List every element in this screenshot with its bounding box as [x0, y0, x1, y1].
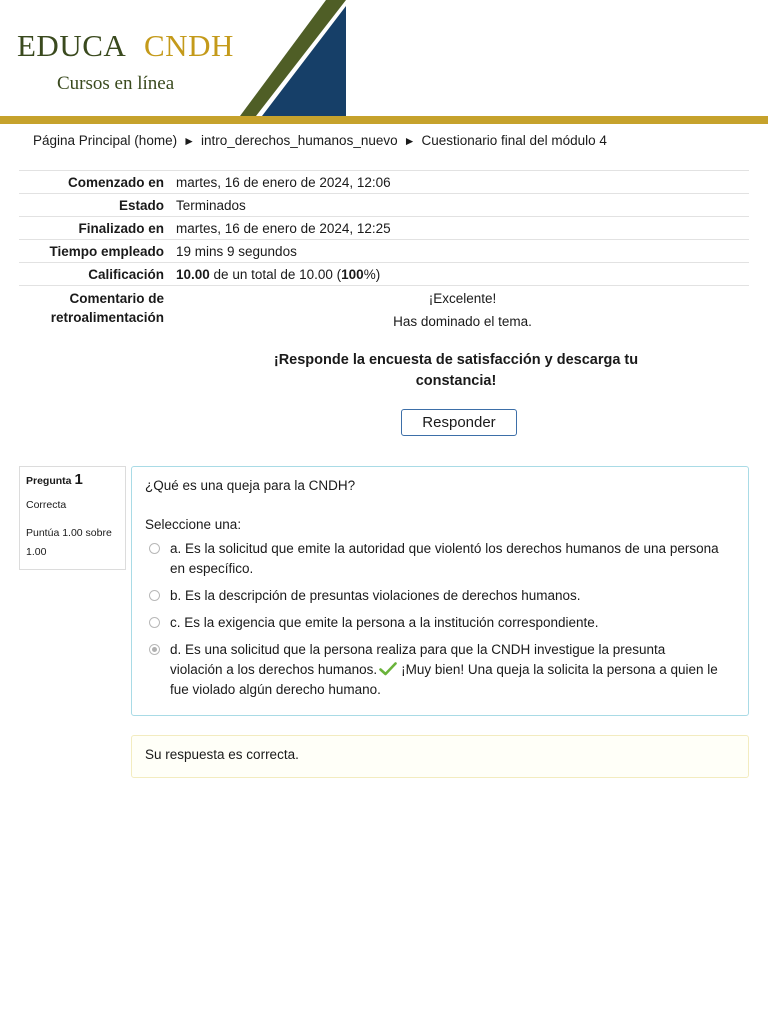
answer-option-d-text: d. Es una solicitud que la persona realiza para que la CNDH investigue la presunta violación a los derechos humanos.	[170, 642, 666, 677]
answer-option-c-text: c. Es la exigencia que emite la persona a la institución correspondiente.	[170, 615, 599, 630]
grade-label: Calificación	[19, 263, 176, 286]
answer-option-c	[149, 613, 719, 633]
breadcrumb-separator-icon: ►	[403, 134, 416, 148]
state-label: Estado	[19, 194, 176, 217]
grade-percent-suffix: %)	[363, 266, 381, 282]
started-value: martes, 16 de enero de 2024, 12:06	[176, 171, 749, 194]
summary-row-finished	[19, 217, 749, 240]
summary-row-grade	[19, 263, 749, 286]
survey-message: ¡Responde la encuesta de satisfacción y descarga tu constancia!	[273, 352, 639, 389]
grade-score: 10.00	[176, 266, 210, 282]
answer-option-a	[149, 539, 719, 579]
response-feedback-text: Su respuesta es correcta.	[145, 747, 299, 762]
finished-value: martes, 16 de enero de 2024, 12:25	[176, 217, 749, 240]
site-header	[0, 0, 768, 124]
feedback-label-line2: retroalimentación	[50, 310, 164, 325]
radio-option-c[interactable]	[149, 617, 160, 628]
grade-percent: 100	[341, 266, 364, 282]
radio-option-b[interactable]	[149, 590, 160, 601]
question-label: Pregunta	[26, 475, 72, 487]
summary-row-started	[19, 171, 749, 194]
feedback-value	[176, 286, 749, 342]
state-value: Terminados	[176, 194, 749, 217]
breadcrumb-home-link[interactable]: Página Principal (home)	[33, 133, 178, 148]
header-gold-bar	[0, 116, 768, 124]
radio-option-a[interactable]	[149, 543, 160, 554]
question-state: Correcta	[26, 499, 67, 511]
answer-option-d	[149, 640, 719, 700]
question-grade: Puntúa 1.00 sobre 1.00	[26, 527, 112, 558]
answer-option-d-container	[149, 640, 719, 700]
question-text: ¿Qué es una queja para la CNDH?	[145, 478, 356, 493]
breadcrumb	[33, 133, 607, 148]
radio-option-d-selected[interactable]	[149, 644, 160, 655]
time-taken-value: 19 mins 9 segundos	[176, 240, 749, 263]
breadcrumb-course-link[interactable]: intro_derechos_humanos_nuevo	[200, 133, 398, 148]
response-feedback-box	[131, 735, 749, 778]
question-number: 1	[74, 471, 83, 488]
answer-option-a-text: a. Es la solicitud que emite la autoridad que violentó los derechos humanos de una persona en específico.	[170, 541, 719, 576]
feedback-mastered: Has dominado el tema.	[393, 314, 532, 329]
grade-value	[176, 263, 749, 286]
summary-row-time	[19, 240, 749, 263]
brand-subtitle: Cursos en línea	[57, 73, 175, 94]
answer-option-b	[149, 586, 719, 606]
brand-name-educa: EDUCA	[17, 28, 127, 63]
feedback-label	[19, 286, 176, 342]
brand-name-cndh: CNDH	[144, 28, 234, 63]
time-taken-label: Tiempo empleado	[19, 240, 176, 263]
responder-button[interactable]: Responder	[401, 409, 517, 436]
feedback-excellent: ¡Excelente!	[428, 291, 497, 306]
summary-row-state	[19, 194, 749, 217]
question-info-box	[19, 466, 126, 570]
started-label: Comenzado en	[19, 171, 176, 194]
breadcrumb-quiz-link[interactable]: Cuestionario final del módulo 4	[421, 133, 607, 148]
answer-option-b-text: b. Es la descripción de presuntas violaciones de derechos humanos.	[170, 588, 581, 603]
breadcrumb-separator-icon: ►	[183, 134, 195, 148]
finished-label: Finalizado en	[19, 217, 176, 240]
check-icon	[379, 662, 397, 676]
feedback-label-line1: Comentario de	[69, 291, 164, 306]
question-content-box	[131, 466, 749, 716]
summary-row-feedback	[19, 286, 749, 342]
grade-total: de un total de 10.00 (	[209, 266, 342, 282]
question-prompt: Seleccione una:	[145, 517, 242, 532]
attempt-summary-table	[19, 170, 749, 341]
answer-option-d-feedback: ¡Muy bien! Una queja la solicita la persona a quien le fue violado algún derecho humano.	[170, 662, 718, 697]
